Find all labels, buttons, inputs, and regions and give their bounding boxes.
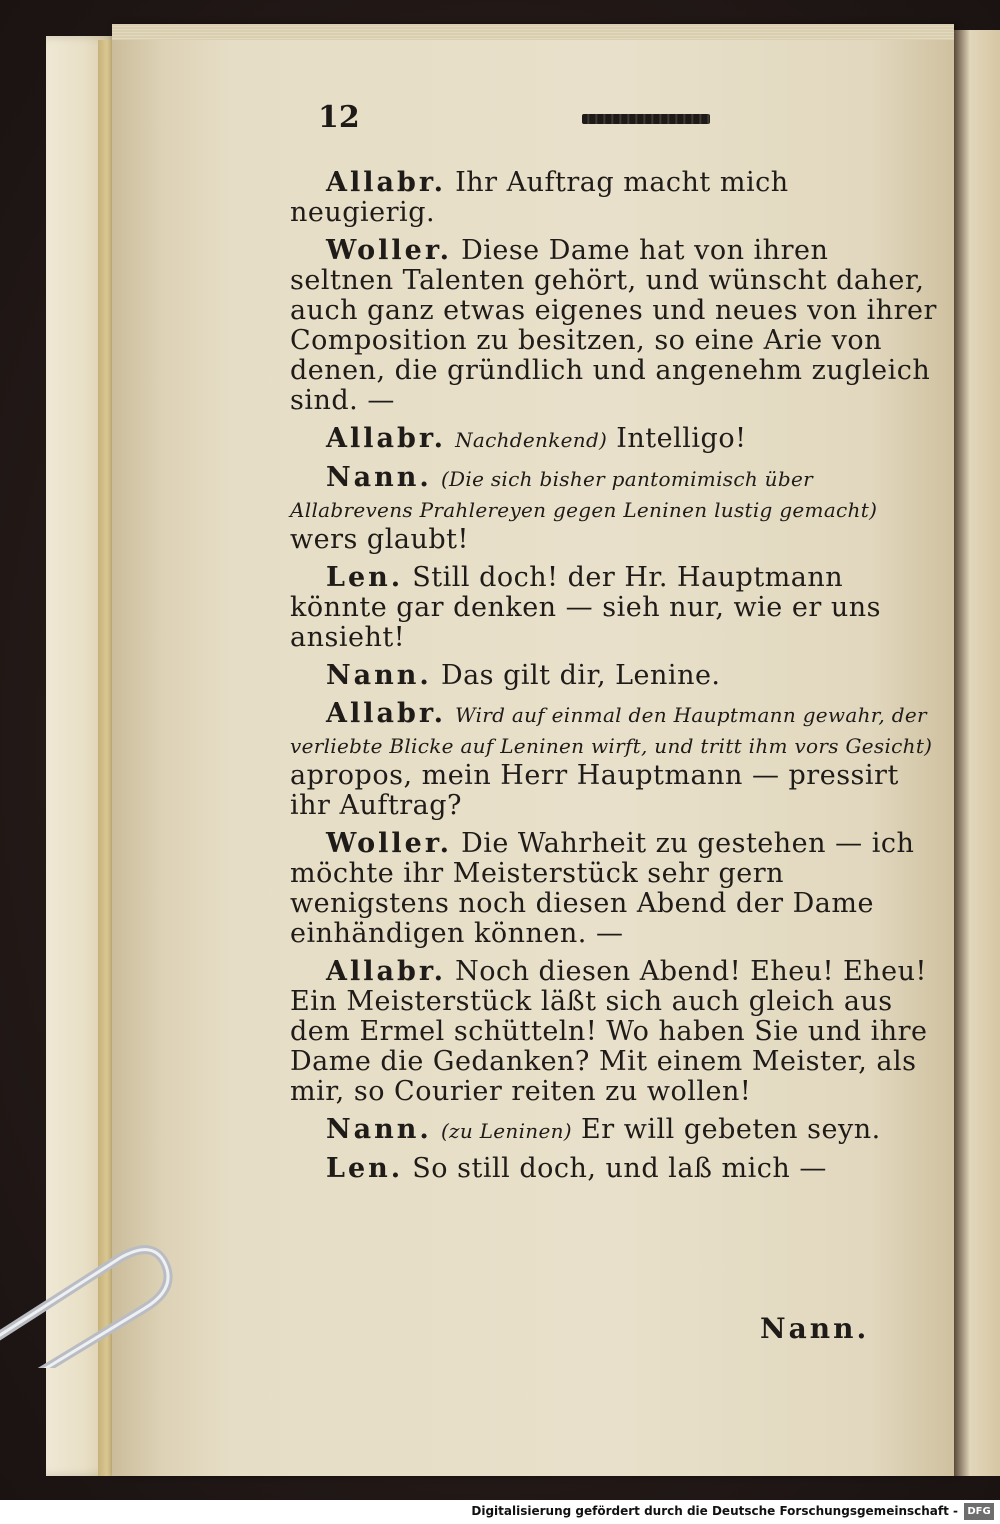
dialogue-paragraph [290, 463, 940, 555]
dialogue-paragraph [290, 563, 940, 653]
page-text [290, 168, 940, 1184]
dialogue-text: Still doch! der Hr. Hauptmann könnte gar denken — sieh nur, wie er uns ansieht! [290, 562, 881, 653]
funding-credit: Digitalisierung gefördert durch die Deutsche Forschungsgemeinschaft - [471, 1504, 958, 1518]
speaker-name: Allabr. [326, 423, 446, 454]
dialogue-paragraph [290, 829, 940, 949]
speaker-name: Nann. [326, 462, 432, 493]
dialogue-paragraph [290, 1115, 940, 1146]
page-number: 12 [318, 100, 360, 135]
dialogue-text: Ihr Auftrag macht mich neugierig. [290, 167, 789, 228]
dialogue-paragraph [290, 168, 940, 228]
dialogue-paragraph [290, 661, 940, 691]
stage-direction: (Die sich bisher pantomimisch über Allabrevens Prahlereyen gegen Leninen lustig gemacht) [290, 467, 878, 522]
catchword: Nann. [760, 1312, 870, 1345]
dialogue-text: So still doch, und laß mich — [412, 1153, 827, 1184]
speaker-name: Len. [326, 562, 404, 593]
dialogue-paragraph [290, 957, 940, 1107]
footer-bar [0, 1500, 1000, 1524]
dialogue-paragraph [290, 1154, 940, 1184]
speaker-name: Nann. [326, 1114, 432, 1145]
dialogue-text: Diese Dame hat von ihren seltnen Talenten gehört, und wünscht daher, auch ganz etwas eigenes und neues von ihrer Composition zu besitzen, so eine Arie von denen, die gründlich und angenehm zugleich sind. — [290, 235, 937, 416]
speaker-name: Allabr. [326, 956, 446, 987]
header-ornament-rule [582, 114, 710, 124]
dialogue-text: Noch diesen Abend! Eheu! Eheu! Ein Meisterstück läßt sich auch gleich aus dem Ermel schütteln! Wo haben Sie und ihre Dame die Gedanken? Mit einem Meister, als mir, so Courier reiten zu wollen! [290, 956, 928, 1107]
dialogue-paragraph [290, 424, 940, 455]
speaker-name: Len. [326, 1153, 404, 1184]
dialogue-text: Er will gebeten seyn. [581, 1114, 881, 1145]
dialogue-text: Intelligo! [616, 423, 747, 454]
stage-direction: (zu Leninen) [440, 1119, 572, 1143]
paperclip-icon [0, 1228, 180, 1368]
stage-direction: Wird auf einmal den Hauptmann gewahr, der verliebte Blicke auf Leninen wirft, und tritt ihm vors Gesicht) [290, 703, 933, 758]
page-stack-edges [112, 24, 954, 40]
dfg-logo: DFG [964, 1503, 994, 1520]
speaker-name: Nann. [326, 660, 432, 691]
dialogue-paragraph [290, 699, 940, 821]
next-page-edge [954, 30, 1000, 1476]
speaker-name: Woller. [326, 235, 452, 266]
dialogue-text: apropos, mein Herr Hauptmann — pressirt ihr Auftrag? [290, 760, 899, 821]
speaker-name: Allabr. [326, 698, 446, 729]
dialogue-text: Das gilt dir, Lenine. [440, 660, 721, 691]
stage-direction: Nachdenkend) [455, 428, 608, 452]
speaker-name: Allabr. [326, 167, 446, 198]
speaker-name: Woller. [326, 828, 452, 859]
dialogue-text: wers glaubt! [290, 524, 469, 555]
dialogue-text: Die Wahrheit zu gestehen — ich möchte ihr Meisterstück sehr gern wenigstens noch diesen Abend der Dame einhändigen können. — [290, 828, 915, 949]
dialogue-paragraph [290, 236, 940, 416]
